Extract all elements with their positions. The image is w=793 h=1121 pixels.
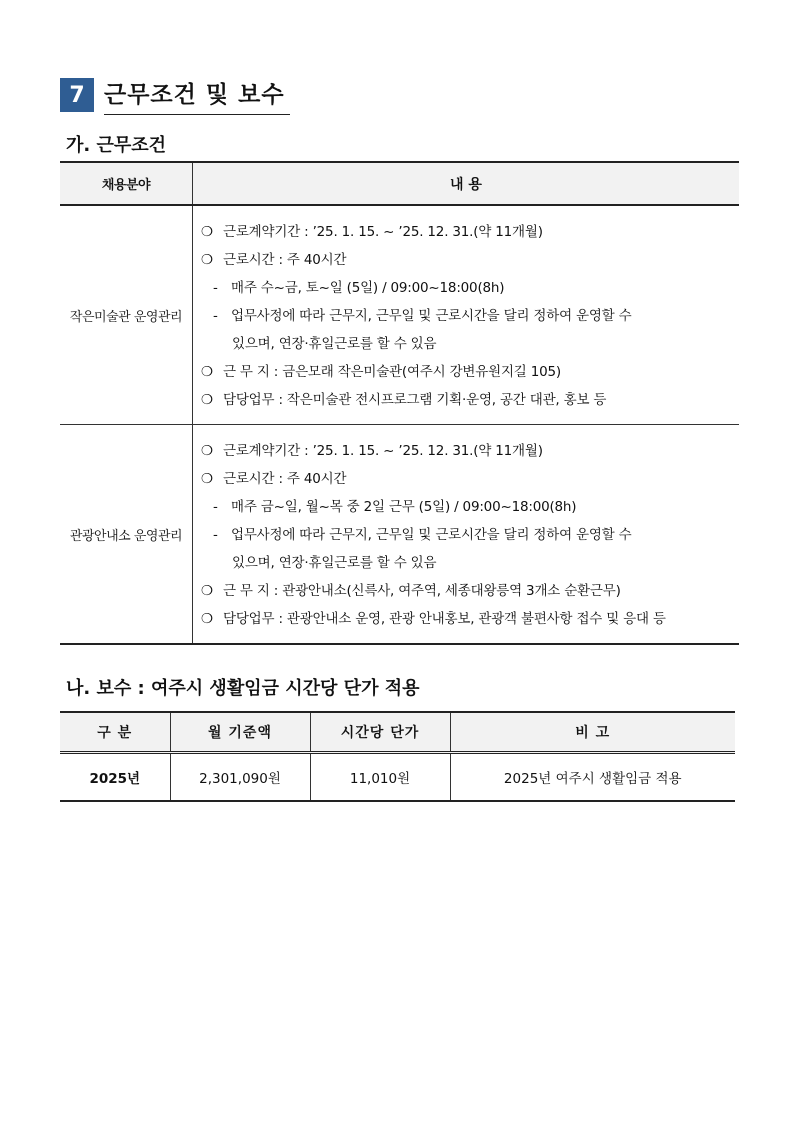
table-header-row [60, 712, 735, 753]
field-cell: 관광안내소 운영관리 [60, 425, 193, 645]
pay-monthly: 2,301,090원 [170, 753, 310, 802]
circle-bullet-icon: ❍ [201, 224, 213, 240]
pay-hourly: 11,010원 [310, 753, 450, 802]
line-text: 근로시간 : 주 40시간 [223, 252, 347, 268]
dash-marker: - [213, 499, 218, 515]
dash-marker: - [213, 308, 218, 324]
circle-bullet-icon: ❍ [201, 364, 213, 380]
continuation-line [201, 330, 733, 358]
section-number-badge: 7 [60, 78, 94, 112]
bullet-line [201, 218, 733, 246]
content-cell [193, 425, 740, 645]
circle-bullet-icon: ❍ [201, 392, 213, 408]
line-text: 업무사정에 따라 근무지, 근무일 및 근로시간을 달리 정하여 운영할 수 [231, 527, 632, 543]
line-text: 있으며, 연장·휴일근로를 할 수 있음 [232, 555, 437, 571]
sub-line [201, 302, 733, 330]
continuation-line [201, 549, 733, 577]
dash-marker: - [213, 280, 218, 296]
section-header [60, 76, 290, 116]
line-text: 근로계약기간 : ’25. 1. 15. ~ ’25. 12. 31.(약 11개월) [223, 443, 543, 459]
header-hourly: 시간당 단가 [310, 712, 450, 753]
line-text: 담당업무 : 작은미술관 전시프로그램 기획·운영, 공간 대관, 홍보 등 [223, 392, 607, 408]
pay-note: 2025년 여주시 생활임금 적용 [450, 753, 735, 802]
line-text: 있으며, 연장·휴일근로를 할 수 있음 [232, 336, 437, 352]
content-cell [193, 205, 740, 425]
circle-bullet-icon: ❍ [201, 611, 213, 627]
section-title-underline [104, 114, 290, 115]
pay-table [60, 711, 735, 802]
circle-bullet-icon: ❍ [201, 583, 213, 599]
line-text: 근 무 지 : 관광안내소(신륵사, 여주역, 세종대왕릉역 3개소 순환근무) [223, 583, 621, 599]
line-text: 근로계약기간 : ’25. 1. 15. ~ ’25. 12. 31.(약 11개월) [223, 224, 543, 240]
header-note: 비 고 [450, 712, 735, 753]
header-monthly: 월 기준액 [170, 712, 310, 753]
circle-bullet-icon: ❍ [201, 443, 213, 459]
dash-marker: - [213, 527, 218, 543]
header-content: 내 용 [193, 162, 740, 205]
bullet-line [201, 605, 733, 633]
work-conditions-title: 가. 근무조건 [66, 135, 167, 156]
section-title: 근무조건 및 보수 [104, 82, 285, 108]
pay-title: 나. 보수 : 여주시 생활임금 시간당 단가 적용 [66, 678, 420, 699]
header-category: 구 분 [60, 712, 170, 753]
circle-bullet-icon: ❍ [201, 471, 213, 487]
line-text: 근로시간 : 주 40시간 [223, 471, 347, 487]
field-cell: 작은미술관 운영관리 [60, 205, 193, 425]
bullet-line [201, 246, 733, 274]
bullet-line [201, 577, 733, 605]
pay-year: 2025년 [60, 753, 170, 802]
bullet-line [201, 437, 733, 465]
line-text: 근 무 지 : 금은모래 작은미술관(여주시 강변유원지길 105) [223, 364, 561, 380]
header-field: 채용분야 [60, 162, 193, 205]
bullet-line [201, 358, 733, 386]
line-text: 매주 수~금, 토~일 (5일) / 09:00~18:00(8h) [231, 280, 505, 296]
table-row [60, 753, 735, 802]
line-text: 매주 금~일, 월~목 중 2일 근무 (5일) / 09:00~18:00(8h) [231, 499, 577, 515]
sub-line [201, 274, 733, 302]
circle-bullet-icon: ❍ [201, 252, 213, 268]
sub-line [201, 493, 733, 521]
bullet-line [201, 386, 733, 414]
line-text: 업무사정에 따라 근무지, 근무일 및 근로시간을 달리 정하여 운영할 수 [231, 308, 632, 324]
table-header-row [60, 162, 739, 205]
bullet-line [201, 465, 733, 493]
table-row [60, 205, 739, 425]
line-text: 담당업무 : 관광안내소 운영, 관광 안내홍보, 관광객 불편사항 접수 및 응대 등 [223, 611, 666, 627]
work-conditions-table [60, 161, 739, 645]
table-row [60, 425, 739, 645]
sub-line [201, 521, 733, 549]
